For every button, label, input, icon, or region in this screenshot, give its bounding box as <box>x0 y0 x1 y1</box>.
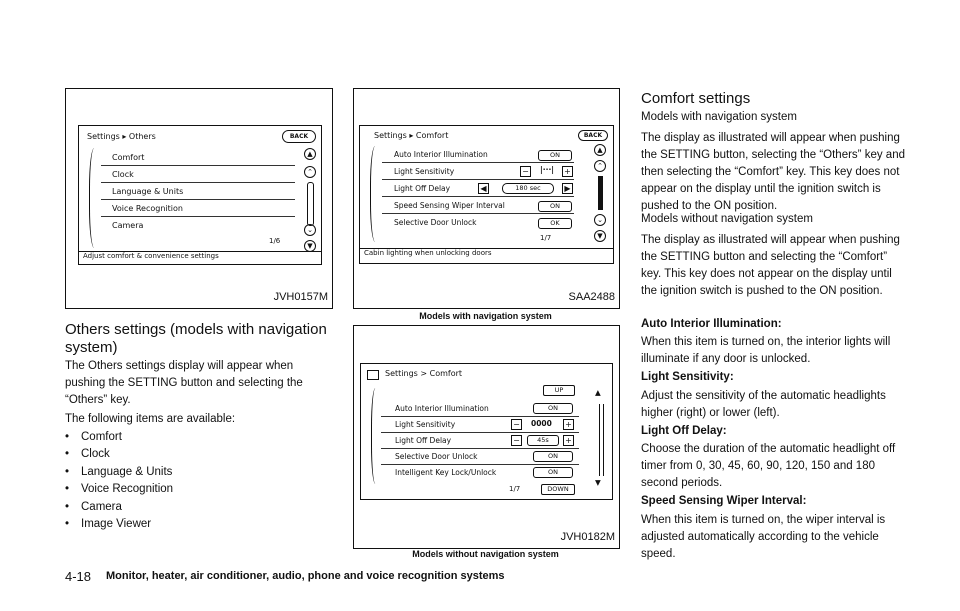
item-auto-interior-illumination: Auto Interior Illumination <box>394 150 488 159</box>
item-speed-sensing-wiper: Speed Sensing Wiper Interval <box>394 201 505 210</box>
others-heading-line1: Others settings (models with navigation <box>65 321 327 338</box>
door-unlock-value: ON <box>533 451 573 462</box>
row-divider <box>382 179 574 180</box>
others-screen-display <box>78 125 322 265</box>
auto-interior-value: ON <box>538 150 572 161</box>
comfort-nonav-screen-display <box>360 363 613 500</box>
menu-item-voice-recognition: Voice Recognition <box>101 200 295 217</box>
light-sensitivity-title: Light Sensitivity: <box>641 371 734 383</box>
screen-footer: Adjust comfort & convenience settings <box>79 251 321 260</box>
row-divider <box>382 196 574 197</box>
screen-title: Settings ▸ Others <box>87 132 156 141</box>
minus-icon: − <box>520 166 531 177</box>
scrollbar-track <box>599 404 604 476</box>
figure-code: SAA2488 <box>568 291 615 303</box>
light-off-delay-value: 180 sec <box>502 183 554 194</box>
menu-arc <box>371 388 382 484</box>
list-item: • Clock <box>65 448 110 461</box>
others-intro: The Others settings display will appear when pushing the SETTING button and selecting the “Others” key. <box>65 360 303 406</box>
row-divider <box>382 162 574 163</box>
figure-code: JVH0157M <box>273 291 328 303</box>
wiper-value: ON <box>538 201 572 212</box>
item-selective-door-unlock: Selective Door Unlock <box>394 218 477 227</box>
others-heading-line2: system) <box>65 339 118 356</box>
wiper-interval-text: When this item is turned on, the wiper interval is adjusted automatically according to the vehicle speed. <box>641 514 886 560</box>
scroll-up-icon: ▲ <box>594 144 606 156</box>
intelligent-key-value: ON <box>533 467 573 478</box>
menu-item-comfort: Comfort <box>101 149 295 166</box>
figure-comfort-nonav-screen <box>353 325 620 549</box>
row-divider <box>381 448 579 449</box>
page-number: 4-18 <box>65 569 92 584</box>
scroll-up-icon: ▲ <box>304 148 316 160</box>
scroll-down-icon: ▼ <box>595 478 601 487</box>
figure-code: JVH0182M <box>560 531 615 543</box>
comfort-heading: Comfort settings <box>641 90 751 107</box>
chapter-title: Monitor, heater, air conditioner, audio, phone and voice recognition systems <box>106 570 505 582</box>
figure-comfort-nav-screen <box>353 88 620 309</box>
figure-others-screen <box>65 88 333 309</box>
others-available: The following items are available: <box>65 413 236 425</box>
plus-icon: + <box>563 419 574 430</box>
comfort-nonav-label: Models without navigation system <box>641 213 813 225</box>
scrollbar <box>307 182 314 226</box>
down-button: DOWN <box>541 484 575 495</box>
comfort-nonav-text: The display as illustrated will appear when pushing the SETTING button and selecting the “Comfort” key. This key does not appear on the display until the ignition switch is pushed to the ON position. <box>641 234 900 297</box>
increase-icon: + <box>563 435 574 446</box>
up-arrow-icon: ⌃ <box>304 166 316 178</box>
decrease-icon: − <box>511 435 522 446</box>
menu-item-language-units: Language & Units <box>101 183 295 200</box>
wiper-interval-title: Speed Sensing Wiper Interval: <box>641 495 807 507</box>
menu-item-clock: Clock <box>101 166 295 183</box>
light-off-delay-text: Choose the duration of the automatic headlight off timer from 0, 30, 45, 60, 90, 120, 150 and 180 second periods. <box>641 443 896 489</box>
down-arrow-icon: ⌄ <box>594 214 606 226</box>
others-items-list <box>65 429 333 533</box>
list-item: • Comfort <box>65 431 122 443</box>
back-button <box>282 130 316 143</box>
item-light-off-delay: Light Off Delay <box>395 436 452 445</box>
auto-interior-value: ON <box>533 403 573 414</box>
page-indicator: 1/6 <box>269 237 281 245</box>
comfort-nav-text: The display as illustrated will appear when pushing the SETTING button, selecting the “Others” key and then selecting the “Comfort” key. This key does not appear on the display until the ignition switch is pushed to the ON position. <box>641 132 905 212</box>
back-label: BACK <box>289 133 309 140</box>
plus-icon: + <box>562 166 573 177</box>
row-divider <box>381 464 579 465</box>
sensitivity-value: 0000 <box>531 419 552 428</box>
auto-interior-title: Auto Interior Illumination: <box>641 318 782 330</box>
row-divider <box>381 416 579 417</box>
item-light-off-delay: Light Off Delay <box>394 184 451 193</box>
list-item: • Camera <box>65 500 122 513</box>
menu-item-camera: Camera <box>112 221 144 230</box>
screen-title: Settings ▸ Comfort <box>374 131 449 140</box>
figure-caption-nonav: Models without navigation system <box>412 549 559 559</box>
screen-footer: Cabin lighting when unlocking doors <box>360 248 613 257</box>
decrease-arrow-icon: ◀ <box>478 183 489 194</box>
light-off-delay-value: 45s <box>527 435 559 446</box>
comfort-nav-label: Models with navigation system <box>641 111 797 123</box>
list-item: • Language & Units <box>65 465 173 478</box>
item-intelligent-key: Intelligent Key Lock/Unlock <box>395 468 497 477</box>
item-selective-door-unlock: Selective Door Unlock <box>395 452 478 461</box>
minus-icon: − <box>511 419 522 430</box>
page-indicator: 1/7 <box>540 234 552 242</box>
down-arrow-icon: ⌄ <box>304 224 316 236</box>
item-auto-interior-illumination: Auto Interior Illumination <box>395 404 489 413</box>
up-button: UP <box>543 385 575 396</box>
menu-arc <box>370 146 383 242</box>
comfort-nav-screen-display <box>359 125 614 264</box>
light-off-delay-title: Light Off Delay: <box>641 425 727 437</box>
light-sensitivity-text: Adjust the sensitivity of the automatic headlights higher (right) or lower (left). <box>641 390 886 419</box>
list-item: • Image Viewer <box>65 517 152 530</box>
settings-icon <box>367 370 379 380</box>
up-arrow-icon: ⌃ <box>594 160 606 172</box>
scrollbar-thumb <box>598 176 603 210</box>
back-button <box>578 130 608 141</box>
list-item: • Voice Recognition <box>65 483 174 496</box>
scroll-down-icon: ▼ <box>594 230 606 242</box>
figure-caption-nav: Models with navigation system <box>419 311 552 321</box>
increase-arrow-icon: ▶ <box>562 183 573 194</box>
scroll-down-icon: ▼ <box>304 240 316 252</box>
auto-interior-text: When this item is turned on, the interior lights will illuminate if any door is unlocked. <box>641 336 891 365</box>
item-light-sensitivity: Light Sensitivity <box>395 420 456 429</box>
row-divider <box>382 213 574 214</box>
door-unlock-value: OK <box>538 218 572 229</box>
item-light-sensitivity: Light Sensitivity <box>394 167 455 176</box>
page-indicator: 1/7 <box>509 485 521 493</box>
row-divider <box>381 432 579 433</box>
back-label: BACK <box>583 132 603 139</box>
screen-title: Settings > Comfort <box>385 369 463 378</box>
scroll-up-icon: ▲ <box>595 388 601 397</box>
sensitivity-scale-icon: |···| <box>540 165 555 174</box>
